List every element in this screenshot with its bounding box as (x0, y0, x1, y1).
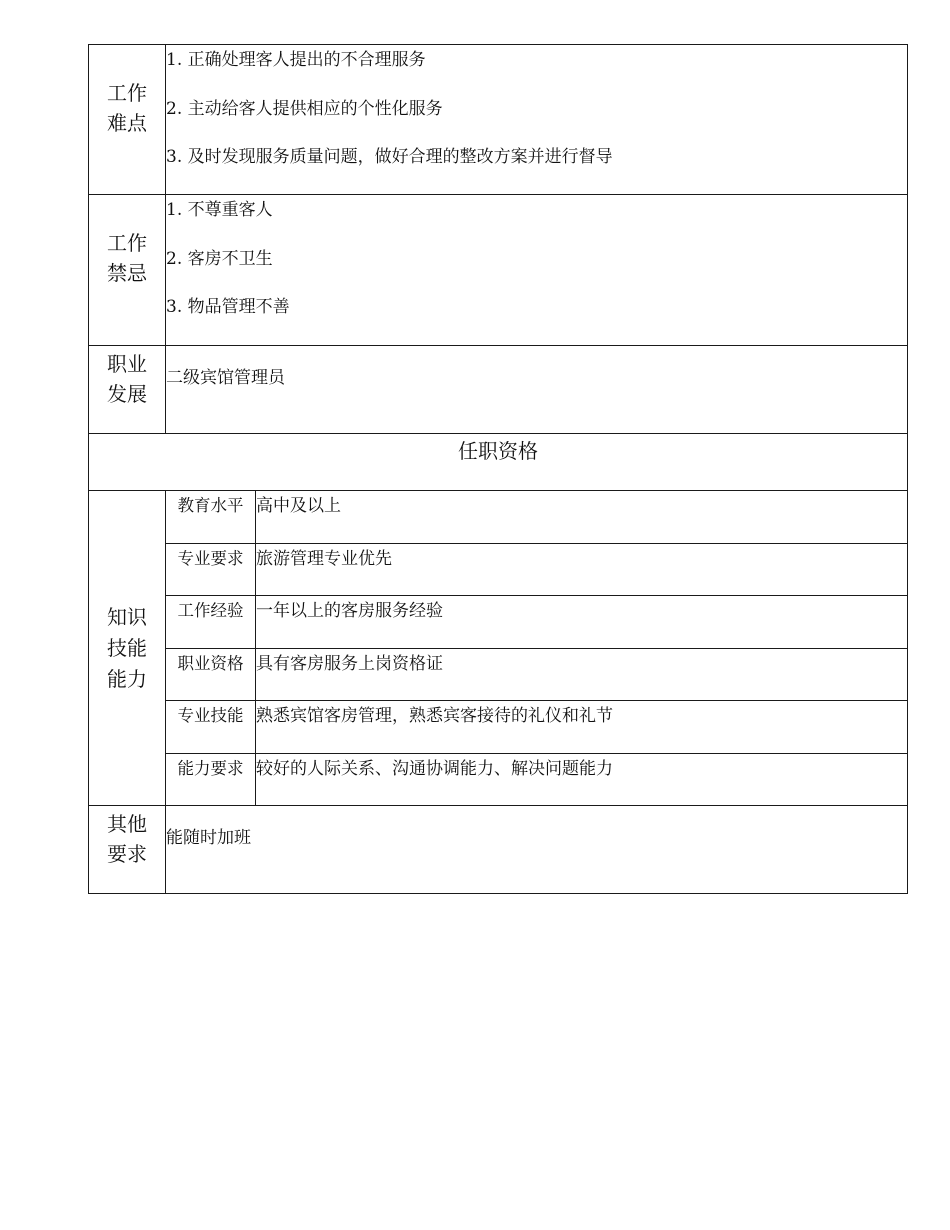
qualification-row (89, 753, 908, 806)
career-content (166, 346, 908, 434)
qualification-label: 教育水平 (166, 491, 256, 544)
skills-label: 知识 技能 能力 (89, 491, 166, 806)
qualification-label: 专业技能 (166, 701, 256, 754)
qualification-row (89, 543, 908, 596)
career-label: 职业 发展 (89, 346, 166, 434)
difficulties-row (89, 45, 908, 195)
other-value: 能随时加班 (166, 828, 251, 848)
qualification-value: 一年以上的客房服务经验 (256, 596, 908, 649)
qualification-label: 能力要求 (166, 753, 256, 806)
difficulty-item: 2. 主动给客人提供相应的个性化服务 (166, 98, 443, 119)
difficulty-item: 1. 正确处理客人提出的不合理服务 (166, 50, 426, 70)
difficulty-item: 3. 及时发现服务质量问题，做好合理的整改方案并进行督导 (166, 147, 613, 167)
job-description-table (88, 44, 908, 894)
qualification-label: 职业资格 (166, 648, 256, 701)
qualification-row (89, 648, 908, 701)
career-value: 二级宾馆管理员 (166, 368, 285, 388)
taboos-label: 工作 禁忌 (89, 195, 166, 346)
qualification-value: 熟悉宾馆客房管理，熟悉宾客接待的礼仪和礼节 (256, 701, 908, 754)
other-label: 其他 要求 (89, 806, 166, 894)
qualification-value: 具有客房服务上岗资格证 (256, 648, 908, 701)
career-row (89, 346, 908, 434)
qualification-label: 专业要求 (166, 543, 256, 596)
qualification-label: 工作经验 (166, 596, 256, 649)
taboos-row (89, 195, 908, 346)
taboo-item: 1. 不尊重客人 (166, 200, 273, 220)
qualification-row (89, 701, 908, 754)
other-row (89, 806, 908, 894)
taboo-item: 2. 客房不卫生 (166, 248, 273, 269)
qualification-row (89, 596, 908, 649)
taboo-item: 3. 物品管理不善 (166, 297, 290, 317)
qualifications-title-row (89, 434, 908, 491)
qualification-value: 高中及以上 (256, 491, 908, 544)
qualifications-title: 任职资格 (89, 434, 908, 491)
other-content (166, 806, 908, 894)
taboos-content (166, 195, 908, 346)
qualification-value: 旅游管理专业优先 (256, 543, 908, 596)
qualification-value: 较好的人际关系、沟通协调能力、解决问题能力 (256, 753, 908, 806)
difficulties-content (166, 45, 908, 195)
difficulties-label: 工作 难点 (89, 45, 166, 195)
qualification-row (89, 491, 908, 544)
